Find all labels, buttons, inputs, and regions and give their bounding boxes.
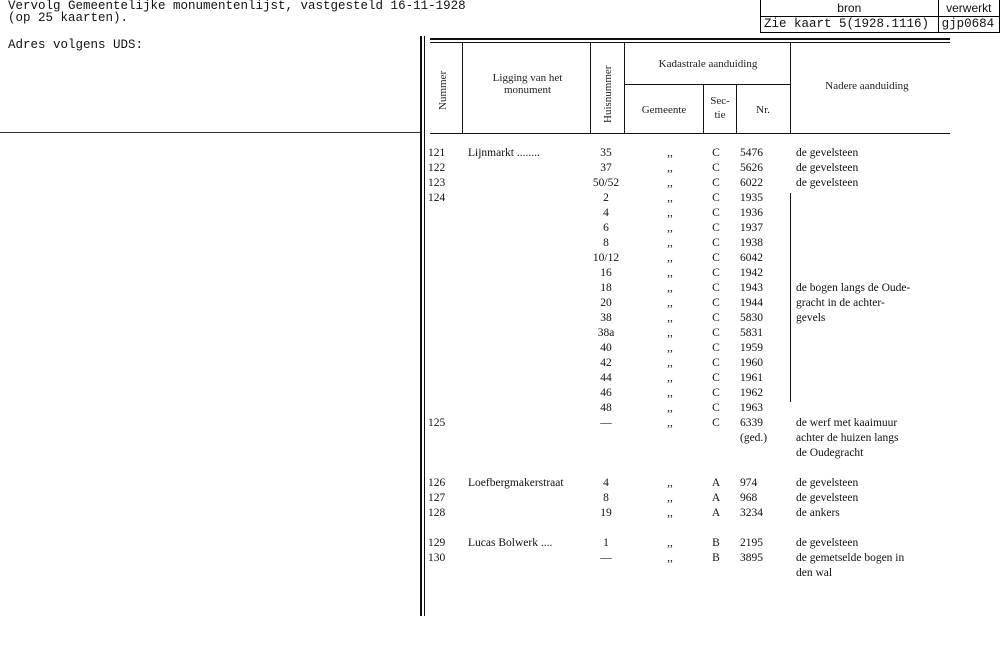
cell-sec: C — [712, 162, 720, 174]
cell-gem: ,, — [667, 372, 673, 384]
cell-nr: 1943 — [740, 282, 763, 294]
header-nr: Nr. — [756, 104, 770, 116]
cell-huis: 48 — [600, 402, 612, 414]
header-gemeente: Gemeente — [641, 104, 687, 116]
cell-nr: 1963 — [740, 402, 763, 414]
cell-gem: ,, — [667, 312, 673, 324]
cell-huis: 8 — [603, 492, 609, 504]
cell-nr: 5476 — [740, 147, 763, 159]
cell-sec: C — [712, 192, 720, 204]
cell-gem: ,, — [667, 282, 673, 294]
cell-gem: ,, — [667, 357, 673, 369]
cell-huis: 38a — [597, 327, 615, 339]
cell-gem: ,, — [667, 402, 673, 414]
cell-sec: C — [712, 282, 720, 294]
cell-ligging: Lijnmarkt ........ — [468, 147, 540, 159]
cell-sec: C — [712, 372, 720, 384]
cell-sec: A — [711, 507, 721, 519]
cell-sec: C — [712, 327, 720, 339]
source-header: bron — [761, 0, 939, 16]
header-ligging: Ligging van het monument — [492, 72, 563, 96]
cell-nummer: 123 — [428, 177, 446, 189]
table-top-border-inner — [430, 42, 950, 43]
cell-huis: — — [600, 417, 612, 429]
cell-nummer: 125 — [428, 417, 446, 429]
header-sectie: Sec-tie — [710, 95, 730, 121]
header-kadastrale: Kadastrale aanduiding — [658, 58, 758, 70]
cell-huis: 38 — [600, 312, 612, 324]
cell-huis: 8 — [603, 237, 609, 249]
cell-nadere: de Oudegracht — [796, 447, 864, 459]
cell-nadere: achter de huizen langs — [796, 432, 899, 444]
source-box — [760, 0, 1000, 33]
cell-gem: ,, — [667, 177, 673, 189]
cell-nr: 1935 — [740, 192, 763, 204]
cell-sec: A — [711, 477, 721, 489]
cell-ligging: Loefbergmakerstraat — [468, 477, 564, 489]
col-divider — [703, 84, 704, 134]
cell-nadere: de gevelsteen — [796, 492, 859, 504]
cell-gem: ,, — [667, 162, 673, 174]
cell-sec: C — [712, 222, 720, 234]
cell-sec: C — [712, 297, 720, 309]
cell-gem: ,, — [667, 507, 673, 519]
divider — [0, 132, 420, 133]
cell-sec: A — [711, 492, 721, 504]
cell-nadere: de gevelsteen — [796, 477, 859, 489]
cell-nr: 1959 — [740, 342, 763, 354]
cell-huis: 50/52 — [592, 177, 620, 189]
cell-nummer: 122 — [428, 162, 446, 174]
table-left-border-inner — [424, 36, 425, 616]
page-title: Vervolg Gemeentelijke monumentenlijst, vastgesteld 16-11-1928 — [8, 0, 466, 13]
cell-sec: C — [712, 267, 720, 279]
address-label: Adres volgens UDS: — [8, 38, 144, 52]
table-left-border — [420, 36, 422, 616]
cell-nr: 5830 — [740, 312, 763, 324]
grouping-bracket — [790, 193, 795, 402]
cell-nadere: de gevelsteen — [796, 537, 859, 549]
cell-nr: 1938 — [740, 237, 763, 249]
cell-huis: 2 — [603, 192, 609, 204]
cell-nadere: de gevelsteen — [796, 177, 859, 189]
cell-nr: 1960 — [740, 357, 763, 369]
col-divider — [590, 42, 591, 134]
subheader-divider — [624, 84, 790, 85]
cell-nr: 974 — [740, 477, 758, 489]
cell-huis: 44 — [600, 372, 612, 384]
cell-nr: 3234 — [740, 507, 763, 519]
cell-sec: C — [712, 147, 720, 159]
cell-sec: C — [712, 312, 720, 324]
cell-nr: 1961 — [740, 372, 763, 384]
cell-nr: (ged.) — [740, 432, 768, 444]
cell-huis: 35 — [600, 147, 612, 159]
header-nummer: Nummer — [437, 70, 449, 110]
cell-gem: ,, — [667, 417, 673, 429]
col-divider — [624, 42, 625, 134]
cell-nr: 1936 — [740, 207, 763, 219]
cell-nummer: 130 — [428, 552, 446, 564]
cell-gem: ,, — [667, 207, 673, 219]
cell-nr: 5831 — [740, 327, 763, 339]
cell-huis: 19 — [600, 507, 612, 519]
processed-value: gjp0684 — [938, 16, 999, 33]
cell-nummer: 129 — [428, 537, 446, 549]
cell-sec: C — [712, 252, 720, 264]
cell-gem: ,, — [667, 222, 673, 234]
cell-nadere: gevels — [796, 312, 826, 324]
cell-nr: 1944 — [740, 297, 763, 309]
cell-huis: 4 — [603, 207, 609, 219]
cell-gem: ,, — [667, 477, 673, 489]
cell-nadere: gracht in de achter- — [796, 297, 885, 309]
cell-gem: ,, — [667, 297, 673, 309]
cell-nummer: 124 — [428, 192, 446, 204]
cell-gem: ,, — [667, 537, 673, 549]
cell-gem: ,, — [667, 387, 673, 399]
cell-nadere: de gevelsteen — [796, 162, 859, 174]
header-huisnummer: Huisnummer — [602, 65, 614, 123]
cell-nr: 2195 — [740, 537, 763, 549]
table-header-bottom — [430, 133, 950, 134]
cell-nr: 1937 — [740, 222, 763, 234]
cell-sec: B — [712, 552, 720, 564]
cell-nr: 1942 — [740, 267, 763, 279]
cell-gem: ,, — [667, 327, 673, 339]
cell-gem: ,, — [667, 267, 673, 279]
cell-sec: C — [712, 207, 720, 219]
header-nadere: Nadere aanduiding — [825, 80, 909, 92]
cell-sec: B — [712, 537, 720, 549]
cell-nummer: 128 — [428, 507, 446, 519]
cell-nadere: de ankers — [796, 507, 840, 519]
cell-gem: ,, — [667, 192, 673, 204]
cell-huis: 42 — [600, 357, 612, 369]
cell-sec: C — [712, 357, 720, 369]
cell-gem: ,, — [667, 492, 673, 504]
cell-nadere: de gemetselde bogen in — [796, 552, 905, 564]
cell-huis: 6 — [603, 222, 609, 234]
cell-gem: ,, — [667, 342, 673, 354]
cell-nr: 968 — [740, 492, 758, 504]
cell-huis: 46 — [600, 387, 612, 399]
source-value: Zie kaart 5(1928.1116) — [761, 16, 939, 33]
cell-nummer: 127 — [428, 492, 446, 504]
cell-ligging: Lucas Bolwerk .... — [468, 537, 553, 549]
col-divider — [736, 84, 737, 134]
cell-sec: C — [712, 177, 720, 189]
cell-nadere: den wal — [796, 567, 833, 579]
cell-nr: 3895 — [740, 552, 763, 564]
cell-huis: 37 — [600, 162, 612, 174]
cell-sec: C — [712, 402, 720, 414]
cell-huis: 18 — [600, 282, 612, 294]
cell-gem: ,, — [667, 252, 673, 264]
cell-huis: — — [600, 552, 612, 564]
cell-nadere: de werf met kaaimuur — [796, 417, 898, 429]
cell-huis: 40 — [600, 342, 612, 354]
processed-header: verwerkt — [938, 0, 999, 16]
cell-huis: 4 — [603, 477, 609, 489]
scanned-monument-table — [420, 36, 950, 616]
cell-huis: 20 — [600, 297, 612, 309]
cell-nummer: 126 — [428, 477, 446, 489]
cell-gem: ,, — [667, 147, 673, 159]
cell-sec: C — [712, 387, 720, 399]
cell-nr: 6339 — [740, 417, 763, 429]
col-divider — [790, 42, 791, 134]
cell-nr: 5626 — [740, 162, 763, 174]
cell-nadere: de gevelsteen — [796, 147, 859, 159]
cell-huis: 16 — [600, 267, 612, 279]
cell-huis: 10/12 — [592, 252, 620, 264]
page-subtitle: (op 25 kaarten). — [8, 11, 129, 25]
cell-huis: 1 — [603, 537, 609, 549]
cell-sec: C — [712, 342, 720, 354]
cell-nr: 1962 — [740, 387, 763, 399]
col-divider — [462, 42, 463, 134]
cell-nadere: de bogen langs de Oude- — [796, 282, 911, 294]
cell-sec: C — [712, 237, 720, 249]
cell-gem: ,, — [667, 237, 673, 249]
cell-gem: ,, — [667, 552, 673, 564]
table-top-border — [430, 38, 950, 40]
cell-nr: 6042 — [740, 252, 763, 264]
cell-sec: C — [712, 417, 720, 429]
cell-nr: 6022 — [740, 177, 763, 189]
cell-nummer: 121 — [428, 147, 446, 159]
